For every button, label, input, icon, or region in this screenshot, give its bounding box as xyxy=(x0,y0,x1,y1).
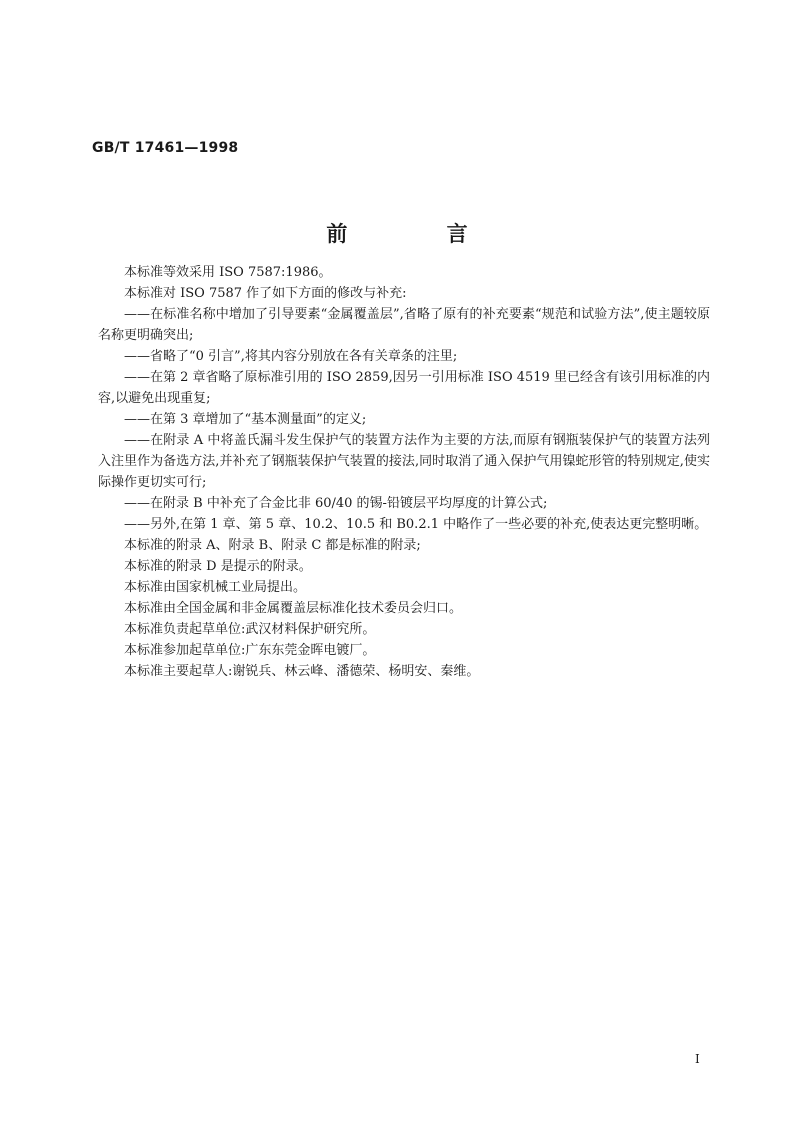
paragraph: 本标准的附录 A、附录 B、附录 C 都是标准的附录; xyxy=(124,538,421,553)
paragraph: ——在附录 A 中将盖氏漏斗发生保护气的装置方法作为主要的方法,而原有钢瓶装保护气的装置方法列入注里作为备选方法,并补充了钢瓶装保护气装置的接法,同时取消了通入保护气用镍蛇形管的特别规定,使实际操作更切实可行; xyxy=(98,433,710,490)
paragraph: ——在标准名称中增加了引导要素“金属覆盖层”,省略了原有的补充要素“规范和试验方法”,使主题较原名称更明确突出; xyxy=(98,307,710,343)
paragraph: 本标准由国家机械工业局提出。 xyxy=(124,580,307,595)
paragraph: ——在附录 B 中补充了合金比非 60/40 的锡-铅镀层平均厚度的计算公式; xyxy=(124,496,548,511)
paragraph: 本标准由全国金属和非金属覆盖层标准化技术委员会归口。 xyxy=(124,601,463,616)
paragraph: 本标准等效采用 ISO 7587:1986。 xyxy=(124,265,332,280)
paragraph: ——在第 3 章增加了“基本测量面”的定义; xyxy=(124,412,367,427)
paragraph: 本标准对 ISO 7587 作了如下方面的修改与补充: xyxy=(124,286,407,301)
page-title: 前 言 xyxy=(326,222,514,246)
paragraph: 本标准主要起草人:谢锐兵、林云峰、潘德荣、杨明安、秦维。 xyxy=(124,664,480,679)
paragraph: ——省略了“0 引言”,将其内容分别放在各有关章条的注里; xyxy=(124,349,458,364)
paragraph: ——在第 2 章省略了原标准引用的 ISO 2859,因另一引用标准 ISO 4519 里已经含有该引用标准的内容,以避免出现重复; xyxy=(98,370,710,406)
paragraph: 本标准的附录 D 是提示的附录。 xyxy=(124,559,312,574)
foreword-body xyxy=(98,262,710,682)
page-number: I xyxy=(695,1052,700,1066)
paragraph: 本标准负责起草单位:武汉材料保护研究所。 xyxy=(124,622,376,637)
standard-code: GB/T 17461—1998 xyxy=(92,140,239,156)
paragraph: 本标准参加起草单位:广东东莞金晖电镀厂。 xyxy=(124,643,376,658)
paragraph: ——另外,在第 1 章、第 5 章、10.2、10.5 和 B0.2.1 中略作了一些必要的补充,使表达更完整明晰。 xyxy=(124,517,708,532)
